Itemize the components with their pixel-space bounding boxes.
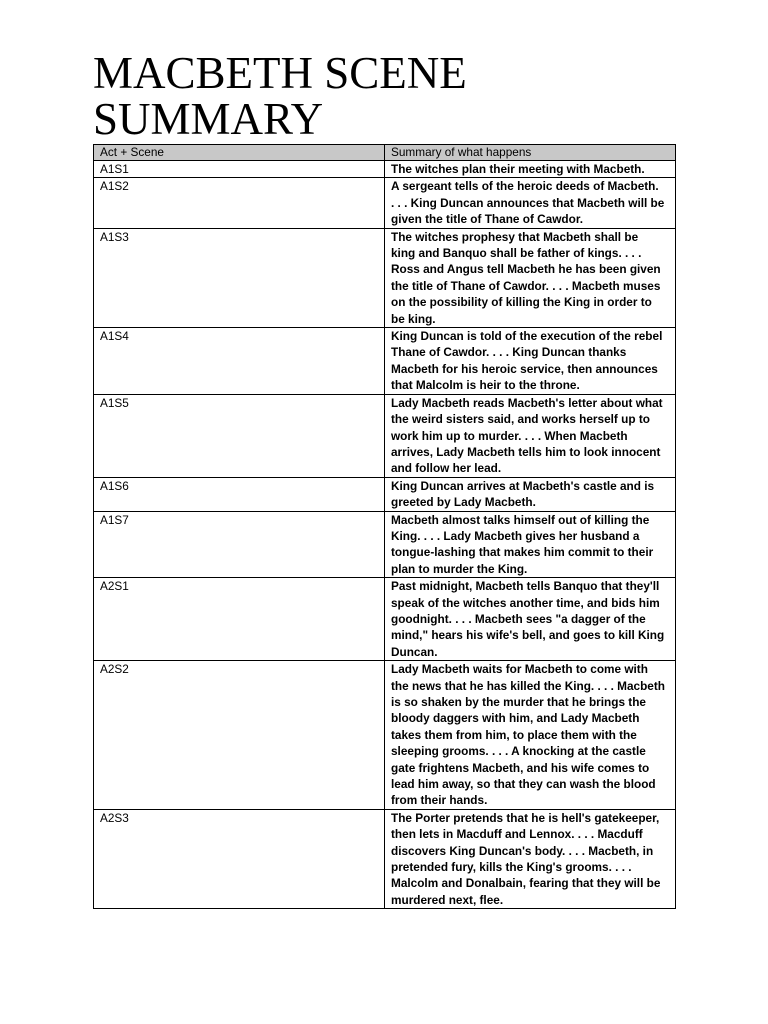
- table-row: [94, 178, 676, 228]
- scene-cell: A1S3: [94, 228, 385, 327]
- scene-cell: A1S6: [94, 477, 385, 511]
- scene-cell: A1S2: [94, 178, 385, 228]
- summary-cell: The witches plan their meeting with Macbeth.: [385, 161, 676, 178]
- table-row: [94, 161, 676, 178]
- header-summary: Summary of what happens: [385, 145, 676, 161]
- scene-cell: A2S3: [94, 809, 385, 908]
- table-row: [94, 477, 676, 511]
- table-row: [94, 511, 676, 578]
- scene-cell: A1S5: [94, 394, 385, 477]
- scene-cell: A1S1: [94, 161, 385, 178]
- scene-cell: A1S4: [94, 328, 385, 395]
- table-row: [94, 394, 676, 477]
- table-header-row: [94, 145, 676, 161]
- summary-cell: A sergeant tells of the heroic deeds of Macbeth. . . . King Duncan announces that Macbeth will be given the title of Thane of Cawdor.: [385, 178, 676, 228]
- header-act-scene: Act + Scene: [94, 145, 385, 161]
- summary-cell: Macbeth almost talks himself out of killing the King. . . . Lady Macbeth gives her husband a tongue-lashing that makes him commit to their plan to murder the King.: [385, 511, 676, 578]
- document-title: MACBETH SCENE SUMMARY: [93, 48, 467, 144]
- summary-cell: King Duncan arrives at Macbeth's castle and is greeted by Lady Macbeth.: [385, 477, 676, 511]
- summary-cell: The Porter pretends that he is hell's gatekeeper, then lets in Macduff and Lennox. . . . Macduff discovers King Duncan's body. . . . Macbeth, in pretended fury, kills the King's grooms. . . . Malcolm and Donalbain, fearing that they will be murdered next, flee.: [385, 809, 676, 908]
- summary-cell: Past midnight, Macbeth tells Banquo that they'll speak of the witches another time, and bids him goodnight. . . . Macbeth sees "a dagger of the mind," hears his wife's bell, and goes to kill King Duncan.: [385, 578, 676, 661]
- table-row: [94, 809, 676, 908]
- summary-cell: Lady Macbeth waits for Macbeth to come with the news that he has killed the King. . . . Macbeth is so shaken by the murder that he brings the bloody daggers with him, and Lady Macbeth takes them from him, to place them with the sleeping grooms. . . . A knocking at the castle gate frightens Macbeth, and his wife comes to lead him away, so that they can wash the blood from their hands.: [385, 661, 676, 810]
- table-row: [94, 578, 676, 661]
- summary-cell: King Duncan is told of the execution of the rebel Thane of Cawdor. . . . King Duncan thanks Macbeth for his heroic service, then announces that Malcolm is heir to the throne.: [385, 328, 676, 395]
- scene-cell: A2S1: [94, 578, 385, 661]
- scene-summary-table: [93, 144, 676, 909]
- table-row: [94, 228, 676, 327]
- summary-cell: Lady Macbeth reads Macbeth's letter about what the weird sisters said, and works herself up to work him up to murder. . . . When Macbeth arrives, Lady Macbeth tells him to look innocent and follow her lead.: [385, 394, 676, 477]
- summary-cell: The witches prophesy that Macbeth shall be king and Banquo shall be father of kings. . . . Ross and Angus tell Macbeth he has been given the title of Thane of Cawdor. . . . Macbeth muses on the possibility of killing the King in order to be king.: [385, 228, 676, 327]
- scene-cell: A2S2: [94, 661, 385, 810]
- scene-cell: A1S7: [94, 511, 385, 578]
- table-row: [94, 661, 676, 810]
- table-row: [94, 328, 676, 395]
